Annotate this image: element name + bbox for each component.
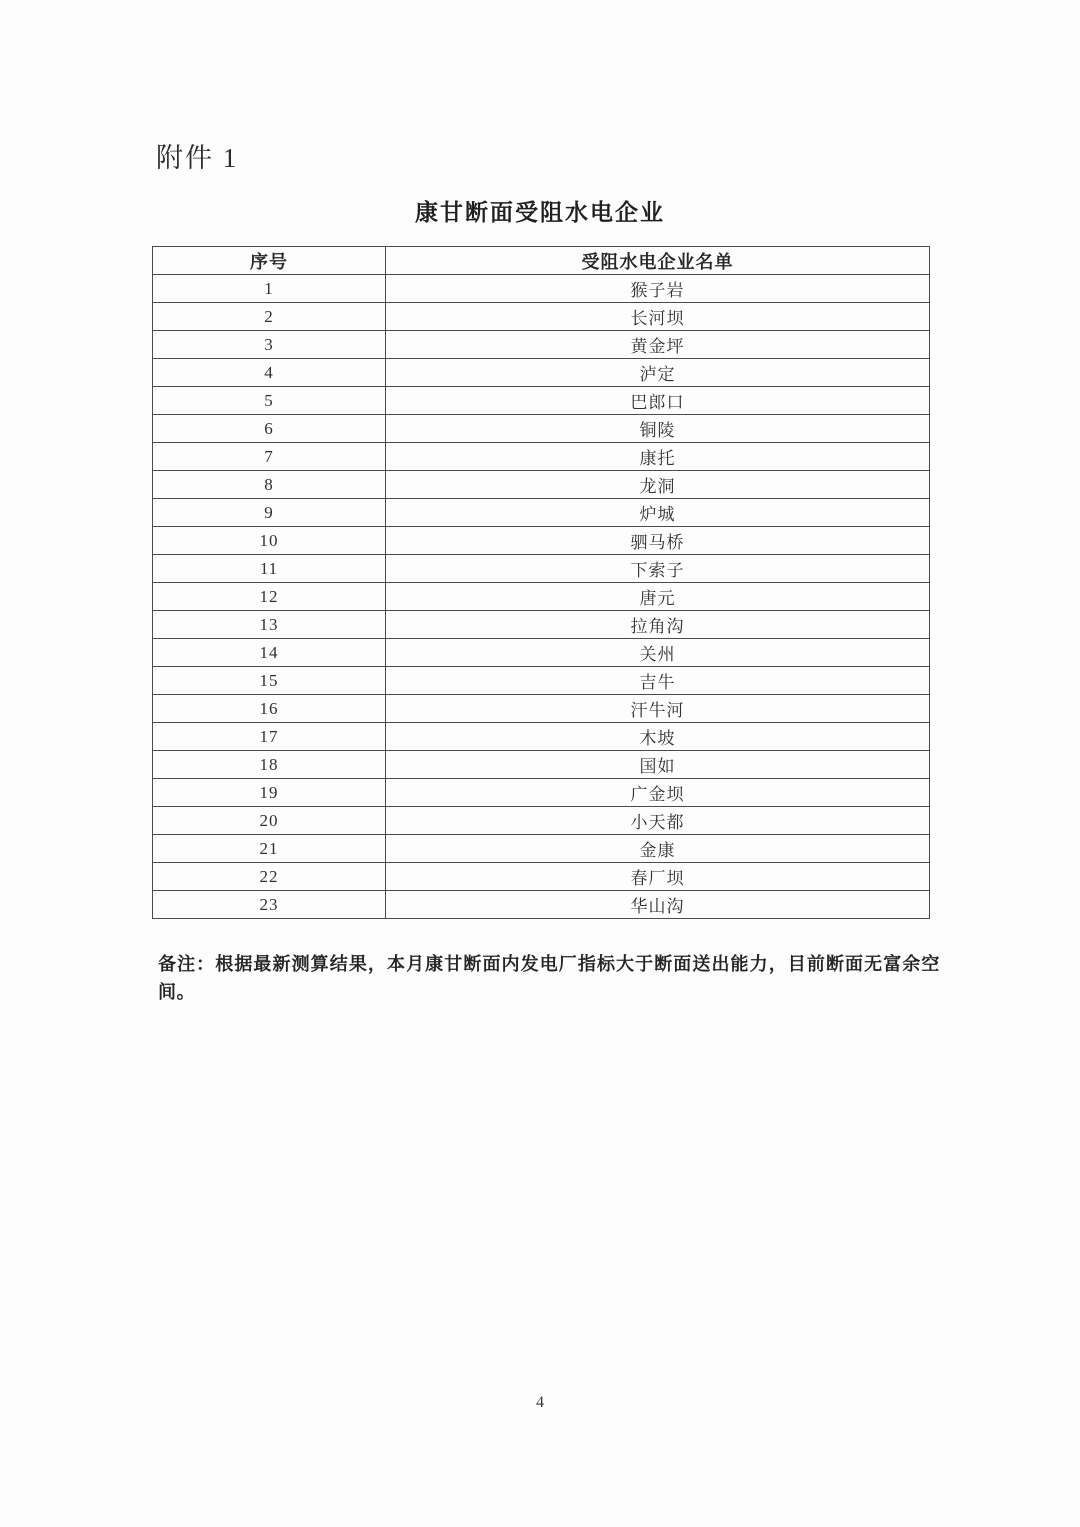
row-serial: 11 [153,555,386,583]
row-serial: 21 [153,835,386,863]
footnote: 备注：根据最新测算结果，本月康甘断面内发电厂指标大于断面送出能力，目前断面无富余空间。 [158,954,940,1002]
row-enterprise: 铜陵 [386,415,930,443]
row-serial: 14 [153,639,386,667]
table-row [153,415,930,443]
table-row [153,359,930,387]
row-enterprise: 唐元 [386,583,930,611]
col-header-enterprise-list: 受阻水电企业名单 [386,247,930,275]
row-serial: 3 [153,331,386,359]
row-enterprise: 金康 [386,835,930,863]
table-row [153,303,930,331]
page-title: 康甘断面受阻水电企业 [415,200,665,225]
table-row [153,723,930,751]
row-serial: 15 [153,667,386,695]
row-enterprise: 猴子岩 [386,275,930,303]
row-serial: 5 [153,387,386,415]
row-enterprise: 关州 [386,639,930,667]
table-row [153,891,930,919]
row-serial: 16 [153,695,386,723]
row-serial: 23 [153,891,386,919]
row-enterprise: 吉牛 [386,667,930,695]
row-serial: 1 [153,275,386,303]
table-row [153,443,930,471]
row-serial: 12 [153,583,386,611]
row-serial: 4 [153,359,386,387]
attachment-label: 附件 1 [156,143,239,173]
table-row [153,471,930,499]
row-enterprise: 泸定 [386,359,930,387]
table-row [153,275,930,303]
table-row [153,583,930,611]
row-enterprise: 华山沟 [386,891,930,919]
row-enterprise: 春厂坝 [386,863,930,891]
row-enterprise: 广金坝 [386,779,930,807]
table-row [153,639,930,667]
table-row [153,751,930,779]
row-enterprise: 汗牛河 [386,695,930,723]
row-serial: 2 [153,303,386,331]
row-enterprise: 龙洞 [386,471,930,499]
table-row [153,331,930,359]
row-enterprise: 下索子 [386,555,930,583]
table-row [153,807,930,835]
row-enterprise: 驷马桥 [386,527,930,555]
row-serial: 18 [153,751,386,779]
page-number: 4 [536,1394,544,1411]
col-header-serial: 序号 [153,247,386,275]
row-enterprise: 长河坝 [386,303,930,331]
row-serial: 17 [153,723,386,751]
row-serial: 7 [153,443,386,471]
table-row [153,863,930,891]
table-row [153,527,930,555]
table-row [153,835,930,863]
table-header-row [153,247,930,275]
row-enterprise: 炉城 [386,499,930,527]
table-row [153,611,930,639]
table-row [153,779,930,807]
row-serial: 22 [153,863,386,891]
row-serial: 20 [153,807,386,835]
row-serial: 13 [153,611,386,639]
row-enterprise: 黄金坪 [386,331,930,359]
row-enterprise: 拉角沟 [386,611,930,639]
table-row [153,499,930,527]
row-enterprise: 康托 [386,443,930,471]
row-serial: 19 [153,779,386,807]
row-serial: 9 [153,499,386,527]
row-enterprise: 巴郎口 [386,387,930,415]
blocked-enterprises-table [152,246,930,919]
row-serial: 8 [153,471,386,499]
table-row [153,555,930,583]
row-enterprise: 小天都 [386,807,930,835]
row-enterprise: 木坡 [386,723,930,751]
row-serial: 6 [153,415,386,443]
table-row [153,387,930,415]
row-enterprise: 国如 [386,751,930,779]
row-serial: 10 [153,527,386,555]
table-row [153,667,930,695]
table-row [153,695,930,723]
